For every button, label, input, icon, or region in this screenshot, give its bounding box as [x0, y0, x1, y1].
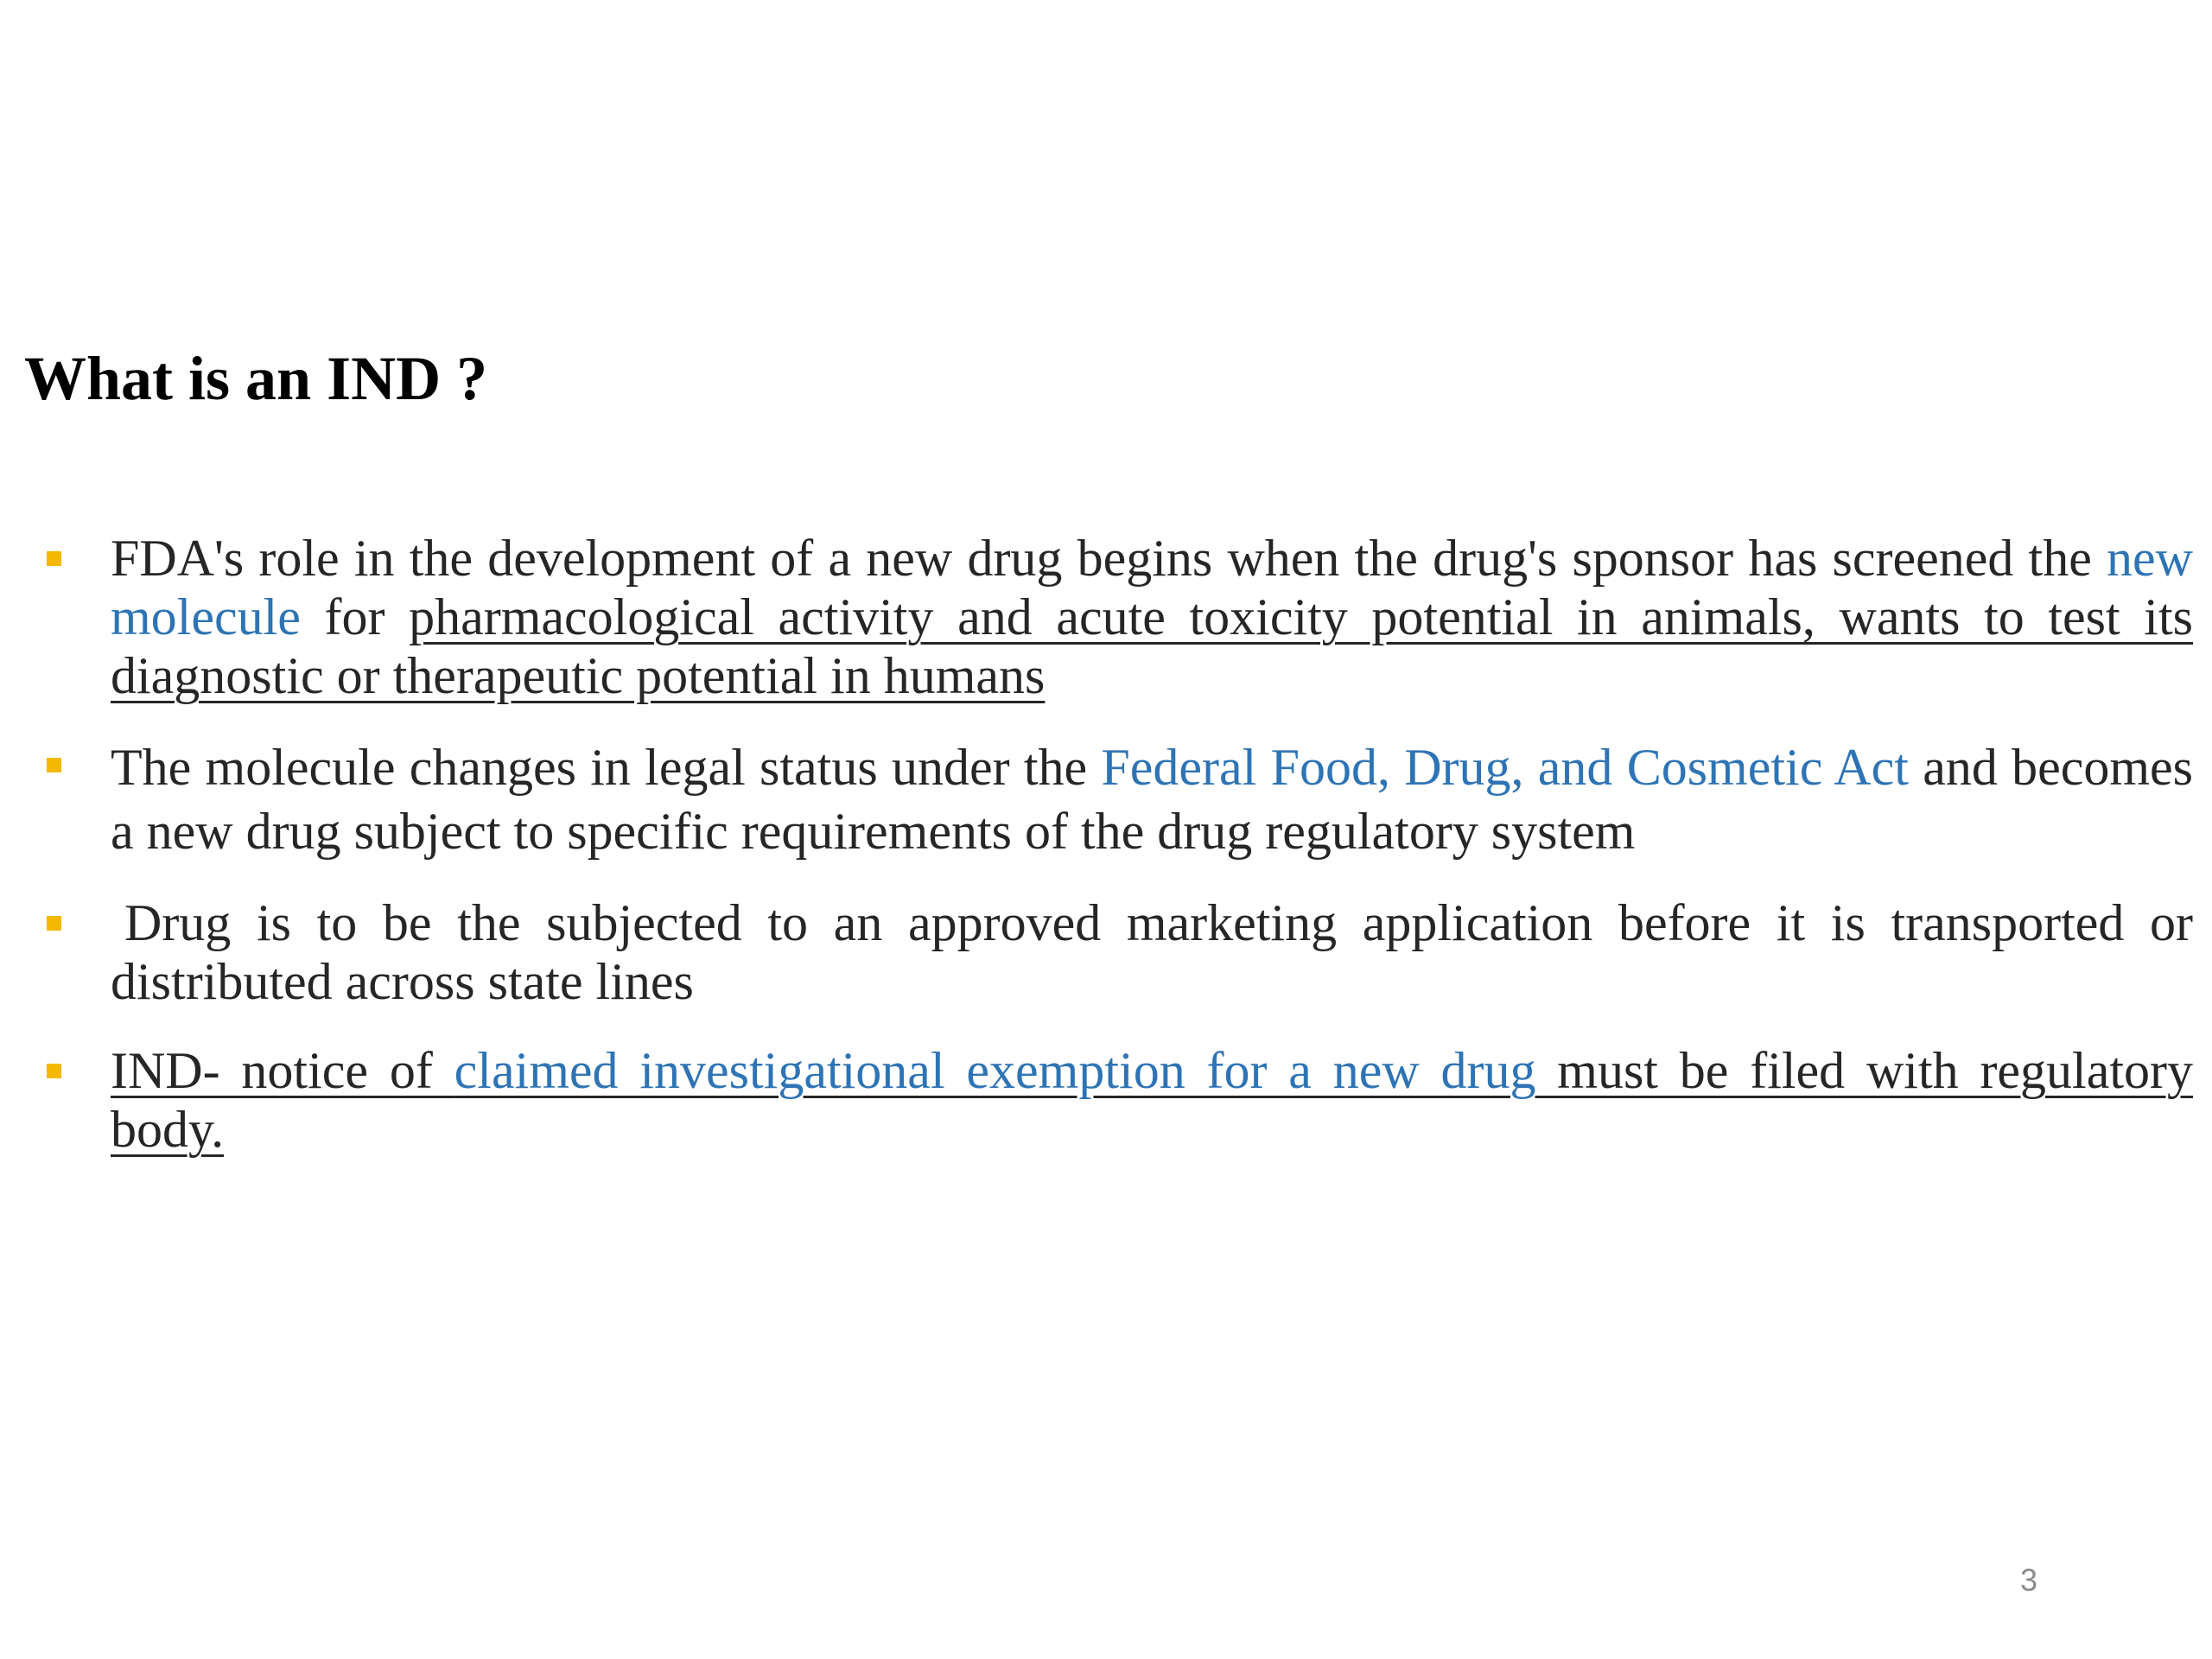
- slide-title: What is an IND ?: [24, 344, 488, 413]
- square-bullet-icon: [47, 551, 61, 566]
- square-bullet-icon: [47, 758, 61, 772]
- bullet-4-highlight-exemption: claimed investigational exemption for a new drug: [454, 1042, 1536, 1099]
- bullet-2-highlight-act: Federal Food, Drug, and Cosmetic Act: [1101, 739, 1909, 796]
- bullet-1-text: FDA's role in the development of a new drug begins when the drug's sponsor has screened the: [111, 530, 2107, 587]
- bullet-item-2: [111, 735, 2193, 863]
- bullet-4-underlined-block: [111, 1042, 2193, 1158]
- bullet-3-text: Drug is to be the subjected to an approved marketing application before it is transported or distributed across state lines: [111, 894, 2193, 1010]
- bullet-list: [0, 529, 2212, 1189]
- square-bullet-icon: [47, 916, 61, 931]
- bullet-4-text-end: must be filed with regulatory body.: [111, 1042, 2194, 1158]
- bullet-4-text: IND- notice of: [111, 1042, 454, 1099]
- bullet-1-underlined-text: pharmacological activity and acute toxicity potential in animals, wants to test its diagnostic or therapeutic potential in humans: [111, 588, 2193, 704]
- bullet-item-3: [111, 893, 2193, 1011]
- bullet-2-text: The molecule changes in legal status under the: [111, 739, 1102, 796]
- bullet-1-highlight-new-molecule: new molecule: [111, 530, 2193, 645]
- page-number: 3: [2020, 1562, 2038, 1598]
- bullet-item-1: [111, 529, 2193, 705]
- bullet-item-4: [111, 1041, 2193, 1159]
- bullet-1-text-for: for: [300, 588, 410, 645]
- bullet-2-text-end: and becomes a new drug subject to specific requirements of the drug regulatory system: [111, 739, 2193, 860]
- square-bullet-icon: [47, 1064, 61, 1078]
